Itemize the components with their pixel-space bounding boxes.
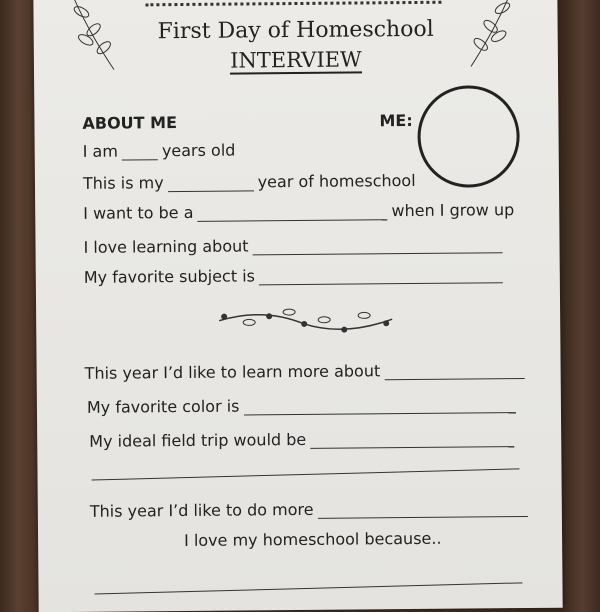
worksheet-subtitle: INTERVIEW	[230, 47, 362, 73]
blank	[243, 398, 515, 415]
prompt-favorite-subject: My favorite subject is	[84, 264, 507, 287]
blank	[310, 432, 514, 449]
blank	[259, 268, 503, 285]
me-label: ME:	[379, 110, 413, 131]
prompt-year: This is my year of homeschool	[82, 170, 416, 193]
dotted-divider	[145, 1, 441, 7]
blank	[252, 238, 502, 255]
floral-divider-icon	[214, 301, 396, 339]
worksheet-title: First Day of Homeschool	[157, 16, 434, 45]
photo-circle	[417, 85, 520, 188]
prompt-love-learning: I love learning about	[83, 234, 506, 257]
blank-line	[92, 468, 520, 480]
prompt-field-trip: My ideal field trip would be	[89, 428, 518, 451]
blank	[318, 502, 528, 519]
prompt-favorite-color: My favorite color is	[87, 394, 520, 417]
prompt-age: I am years old	[82, 140, 236, 161]
blank	[122, 145, 158, 160]
closing-prompt: I love my homeschool because..	[184, 528, 442, 551]
blank	[168, 176, 254, 192]
blank	[197, 205, 387, 222]
worksheet-paper	[33, 0, 562, 612]
blank-line	[95, 582, 523, 594]
prompt-grow-up: I want to be a when I grow up	[83, 200, 515, 223]
about-me-heading: ABOUT ME	[82, 113, 178, 133]
prompt-do-more: This year I’d like to do more	[90, 498, 532, 521]
blank	[384, 364, 524, 380]
prompt-learn-more: This year I’d like to learn more about	[85, 360, 529, 383]
